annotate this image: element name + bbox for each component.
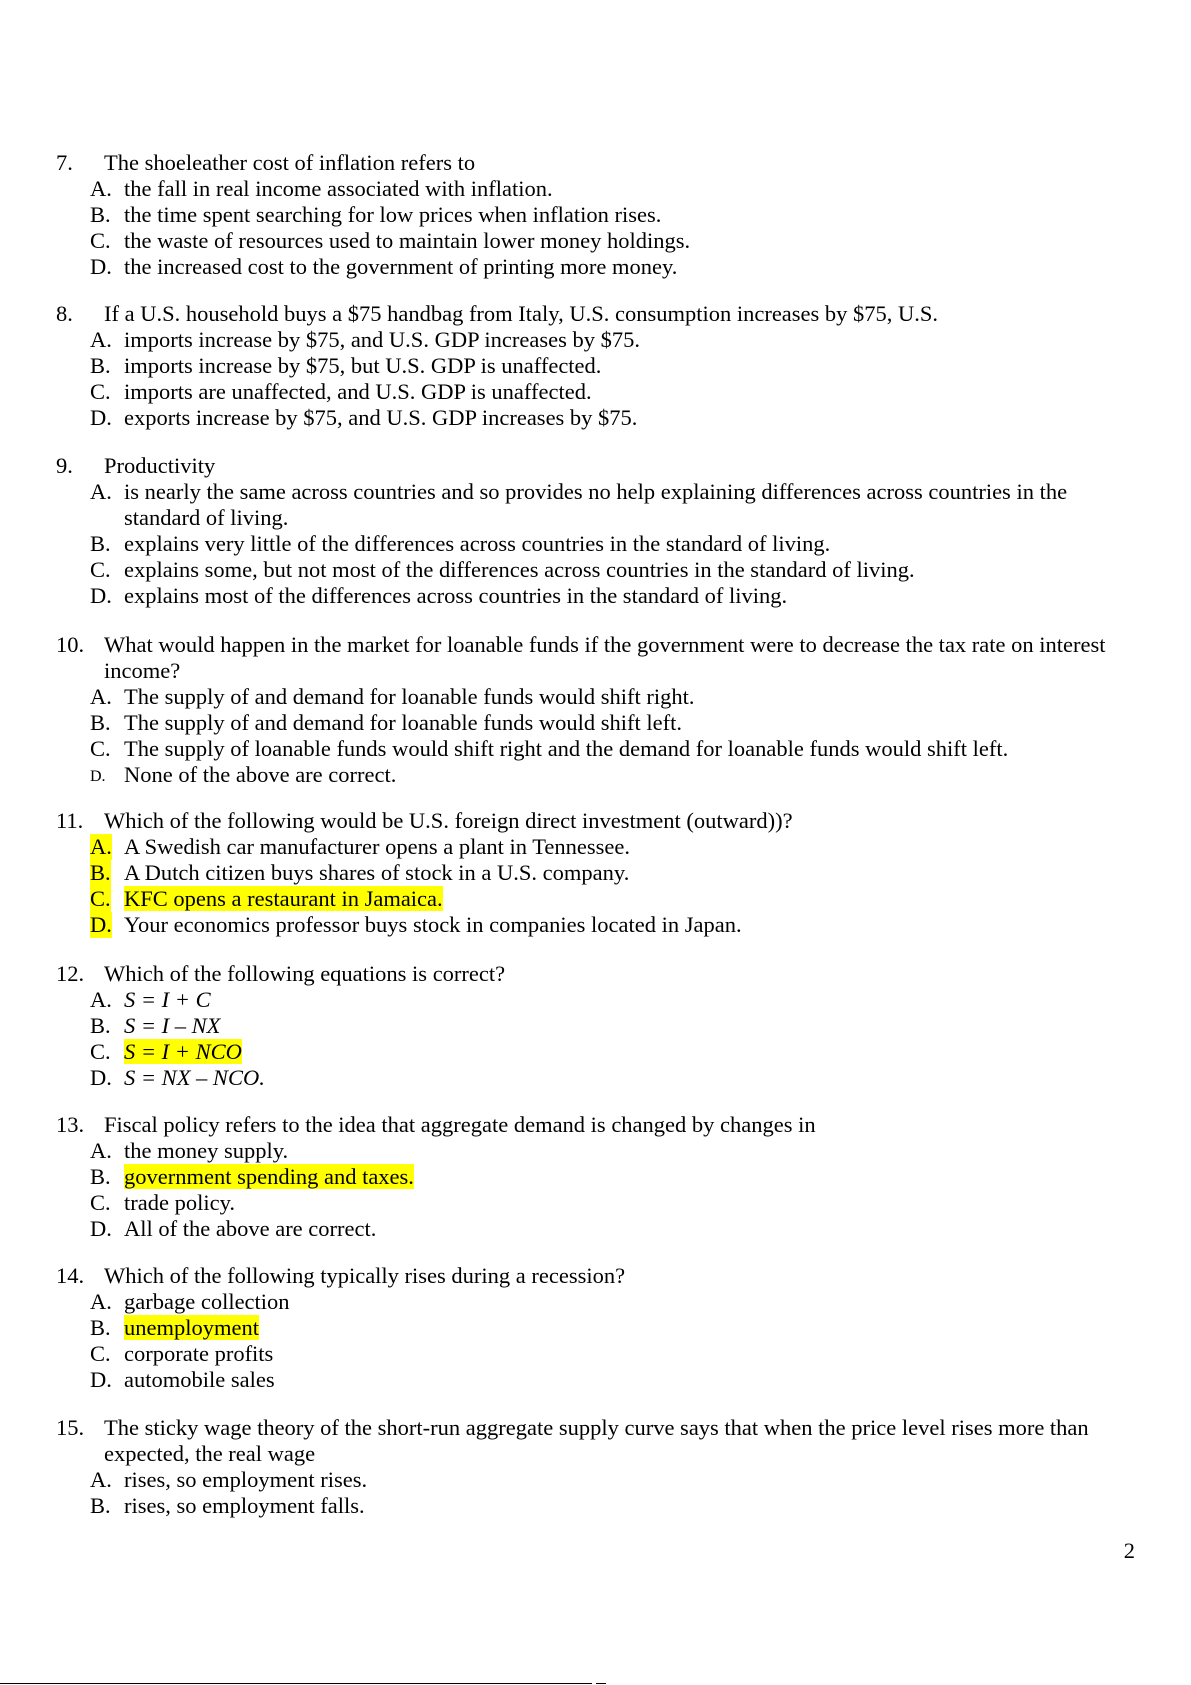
option-letter: A.	[90, 684, 112, 709]
option-letter: C.	[90, 557, 111, 582]
question-text: What would happen in the market for loanable funds if the government were to decrease the tax rate on interest income?	[104, 632, 1106, 683]
question-number: 8.	[56, 301, 73, 326]
option-a	[56, 684, 1136, 710]
option-c	[56, 1190, 1136, 1216]
option-text: automobile sales	[124, 1367, 275, 1392]
option-text: imports are unaffected, and U.S. GDP is unaffected.	[124, 379, 592, 404]
option-letter: B.	[90, 353, 111, 378]
option-text: is nearly the same across countries and so provides no help explaining differences across countries in the standard of living.	[124, 479, 1068, 530]
option-c	[56, 886, 1136, 912]
option-letter: B.	[90, 1164, 111, 1189]
option-text: explains most of the differences across countries in the standard of living.	[124, 583, 788, 608]
question-9	[56, 453, 1136, 609]
question-number: 10.	[56, 632, 85, 657]
option-text: rises, so employment falls.	[124, 1493, 365, 1518]
option-d	[56, 1367, 1136, 1393]
option-text: explains some, but not most of the differences across countries in the standard of living.	[124, 557, 915, 582]
option-text: The supply of and demand for loanable funds would shift right.	[124, 684, 695, 709]
question-text: Which of the following typically rises during a recession?	[104, 1263, 626, 1288]
option-d	[56, 1216, 1136, 1242]
option-text: A Dutch citizen buys shares of stock in a U.S. company.	[124, 860, 630, 885]
question-15	[56, 1415, 1136, 1519]
equation-text: S = I – NX	[124, 1013, 221, 1038]
option-text: None of the above are correct.	[124, 762, 397, 787]
equation-text: S = I + NCO	[124, 1039, 242, 1064]
question-stem	[56, 453, 1136, 479]
option-text: the money supply.	[124, 1138, 289, 1163]
option-text: A Swedish car manufacturer opens a plant in Tennessee.	[124, 834, 630, 859]
option-letter: A.	[90, 987, 112, 1012]
option-text: garbage collection	[124, 1289, 290, 1314]
question-14	[56, 1263, 1136, 1393]
option-letter: B.	[90, 710, 111, 735]
option-c	[56, 379, 1136, 405]
option-letter: C.	[90, 379, 111, 404]
question-13	[56, 1112, 1136, 1242]
option-letter: A.	[90, 479, 112, 504]
question-stem	[56, 1263, 1136, 1289]
option-letter: A.	[90, 327, 112, 352]
option-c	[56, 557, 1136, 583]
option-letter: C.	[90, 1341, 111, 1366]
option-c	[56, 228, 1136, 254]
question-stem	[56, 632, 1136, 684]
question-text: Fiscal policy refers to the idea that aggregate demand is changed by changes in	[104, 1112, 816, 1137]
option-text: imports increase by $75, and U.S. GDP increases by $75.	[124, 327, 640, 352]
option-letter: D.	[90, 912, 112, 937]
option-a	[56, 834, 1136, 860]
question-10	[56, 632, 1136, 788]
option-text: corporate profits	[124, 1341, 274, 1366]
option-text: All of the above are correct.	[124, 1216, 377, 1241]
option-a	[56, 1138, 1136, 1164]
option-letter: B.	[90, 202, 111, 227]
option-letter: D.	[90, 1216, 112, 1241]
question-text: The shoeleather cost of inflation refers to	[104, 150, 476, 175]
option-a	[56, 327, 1136, 353]
option-letter: C.	[90, 1039, 111, 1064]
option-text: the fall in real income associated with inflation.	[124, 176, 553, 201]
option-d	[56, 912, 1136, 938]
question-stem	[56, 150, 1136, 176]
option-b	[56, 531, 1136, 557]
option-a	[56, 1289, 1136, 1315]
option-c	[56, 1341, 1136, 1367]
question-number: 9.	[56, 453, 73, 478]
option-text: KFC opens a restaurant in Jamaica.	[124, 886, 443, 911]
option-letter: C.	[90, 736, 111, 761]
option-b	[56, 860, 1136, 886]
question-number: 15.	[56, 1415, 85, 1440]
question-12	[56, 961, 1136, 1091]
question-number: 11.	[56, 808, 84, 833]
option-letter: D.	[90, 1065, 112, 1090]
option-letter: D.	[90, 1367, 112, 1392]
option-text: unemployment	[124, 1315, 259, 1340]
option-text: The supply of and demand for loanable funds would shift left.	[124, 710, 682, 735]
option-letter: C.	[90, 1190, 111, 1215]
option-letter: B.	[90, 1013, 111, 1038]
option-letter: C.	[90, 228, 111, 253]
question-7	[56, 150, 1136, 280]
question-text: Which of the following would be U.S. foreign direct investment (outward))?	[104, 808, 793, 833]
option-b	[56, 1013, 1136, 1039]
question-number: 14.	[56, 1263, 85, 1288]
option-letter: B.	[90, 860, 111, 885]
option-text: explains very little of the differences across countries in the standard of living.	[124, 531, 831, 556]
option-b	[56, 1493, 1136, 1519]
option-letter: D.	[90, 254, 112, 279]
footer-rule	[0, 1683, 592, 1684]
option-b	[56, 1315, 1136, 1341]
option-c	[56, 1039, 1136, 1065]
question-stem	[56, 808, 1136, 834]
footer-rule-tick	[596, 1683, 606, 1684]
option-d	[56, 762, 1136, 788]
option-d	[56, 405, 1136, 431]
option-a	[56, 176, 1136, 202]
page-number: 2	[1123, 1538, 1135, 1563]
option-c	[56, 736, 1136, 762]
option-letter: A.	[90, 1467, 112, 1492]
option-letter: B.	[90, 1493, 111, 1518]
option-letter: D.	[90, 405, 112, 430]
option-d	[56, 1065, 1136, 1091]
option-letter: A.	[90, 834, 112, 859]
equation-text: S = I + C	[124, 987, 211, 1012]
option-letter: B.	[90, 1315, 111, 1340]
option-letter: C.	[90, 886, 111, 911]
option-letter: A.	[90, 176, 112, 201]
option-text: government spending and taxes.	[124, 1164, 414, 1189]
option-letter: A.	[90, 1289, 112, 1314]
option-d	[56, 583, 1136, 609]
question-text: Which of the following equations is correct?	[104, 961, 506, 986]
question-text: If a U.S. household buys a $75 handbag from Italy, U.S. consumption increases by $75, U.S.	[104, 301, 939, 326]
question-stem	[56, 1112, 1136, 1138]
option-letter: D.	[90, 583, 112, 608]
question-text: The sticky wage theory of the short-run aggregate supply curve says that when the price level rises more than expected, the real wage	[104, 1415, 1089, 1466]
option-b	[56, 1164, 1136, 1190]
option-letter: B.	[90, 531, 111, 556]
option-text: The supply of loanable funds would shift right and the demand for loanable funds would shift left.	[124, 736, 1009, 761]
question-number: 7.	[56, 150, 73, 175]
option-b	[56, 202, 1136, 228]
option-text: the increased cost to the government of printing more money.	[124, 254, 678, 279]
option-letter: D.	[90, 768, 106, 785]
option-a	[56, 479, 1136, 531]
option-letter: A.	[90, 1138, 112, 1163]
option-d	[56, 254, 1136, 280]
question-stem	[56, 961, 1136, 987]
option-text: rises, so employment rises.	[124, 1467, 368, 1492]
option-text: exports increase by $75, and U.S. GDP increases by $75.	[124, 405, 638, 430]
option-text: Your economics professor buys stock in companies located in Japan.	[124, 912, 742, 937]
question-stem	[56, 1415, 1136, 1467]
question-8	[56, 301, 1136, 431]
equation-text: S = NX – NCO.	[124, 1065, 265, 1090]
question-number: 12.	[56, 961, 85, 986]
question-11	[56, 808, 1136, 938]
option-text: imports increase by $75, but U.S. GDP is unaffected.	[124, 353, 602, 378]
option-b	[56, 353, 1136, 379]
option-text: the waste of resources used to maintain lower money holdings.	[124, 228, 691, 253]
question-number: 13.	[56, 1112, 85, 1137]
option-b	[56, 710, 1136, 736]
question-text: Productivity	[104, 453, 216, 478]
option-a	[56, 987, 1136, 1013]
option-a	[56, 1467, 1136, 1493]
option-text: the time spent searching for low prices when inflation rises.	[124, 202, 662, 227]
question-stem	[56, 301, 1136, 327]
option-text: trade policy.	[124, 1190, 235, 1215]
